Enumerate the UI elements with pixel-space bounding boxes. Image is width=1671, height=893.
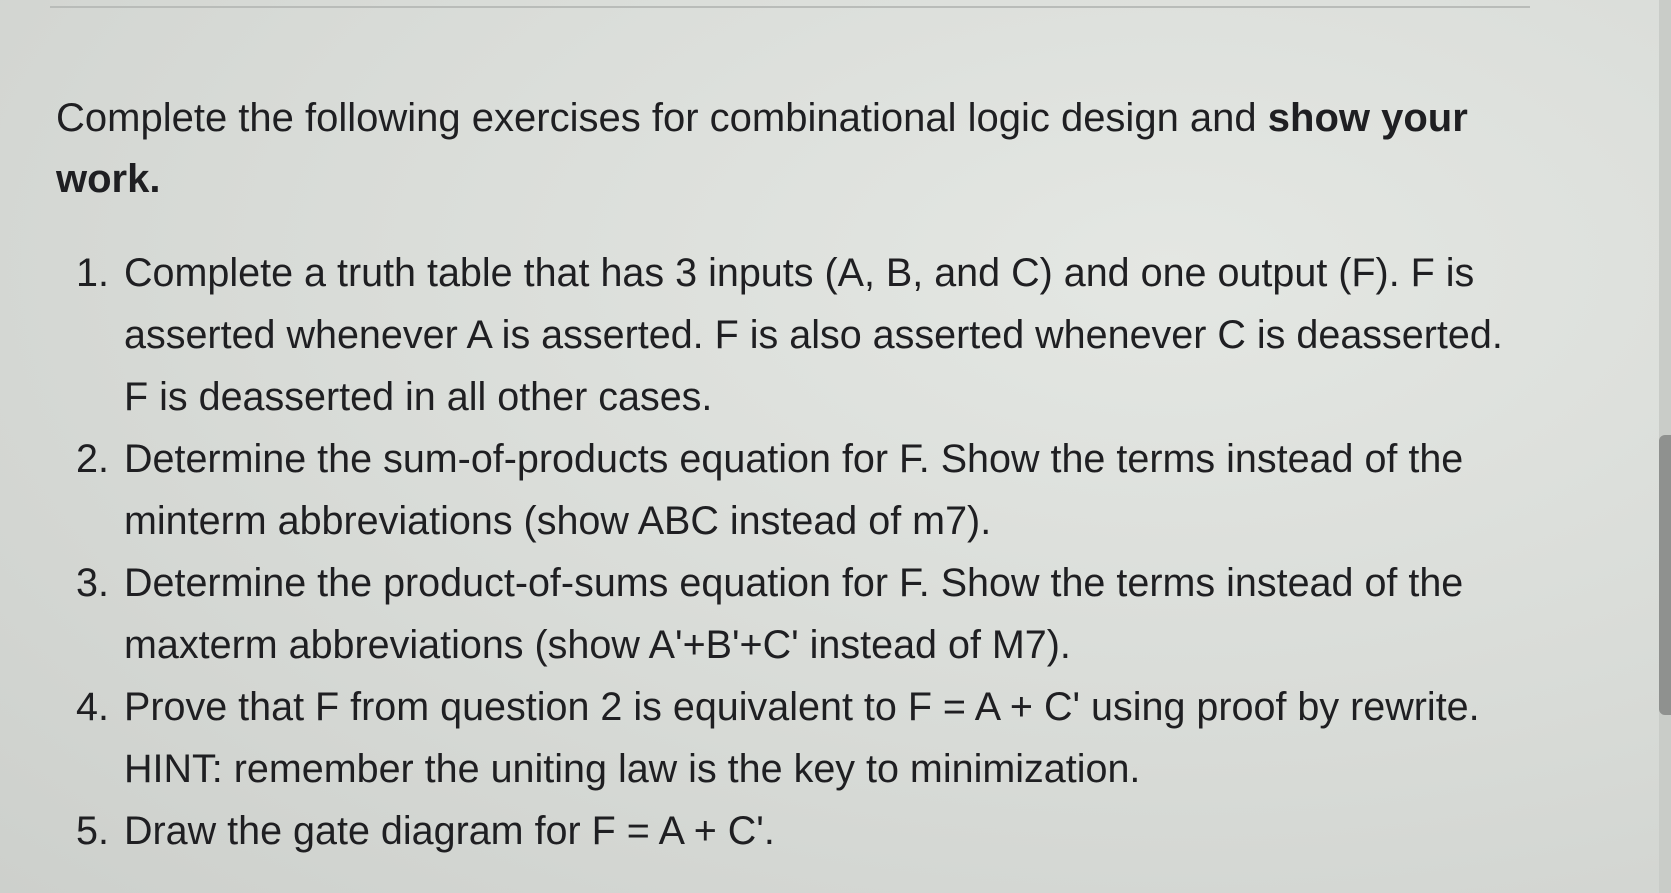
instructions-emphasis: show your work.: [56, 96, 1468, 201]
exercise-text: Determine the sum-of-products equation for F. Show the terms instead of the minterm abbreviations (show ABC instead of m7).: [124, 437, 1464, 543]
exercise-text: Complete a truth table that has 3 inputs (A, B, and C) and one output (F). F is asserted whenever A is asserted. F is also asserted whenever C is deasserted. F is deasserted in all other cases.: [124, 251, 1503, 419]
assignment-instructions: [56, 88, 1526, 210]
top-divider: [50, 6, 1530, 8]
exercise-number: 4.: [76, 685, 109, 729]
scrollbar-thumb[interactable]: [1659, 435, 1671, 715]
exercise-text: Determine the product-of-sums equation for F. Show the terms instead of the maxterm abbreviations (show A'+B'+C' instead of M7).: [124, 561, 1464, 667]
exercise-number: 3.: [76, 561, 109, 605]
assignment-content: [56, 88, 1526, 862]
exercise-number: 5.: [76, 809, 109, 853]
exercise-item-4: [56, 676, 1526, 800]
exercise-item-5: [56, 800, 1526, 862]
exercise-item-2: [56, 428, 1526, 552]
exercise-text: Prove that F from question 2 is equivalent to F = A + C' using proof by rewrite. HINT: remember the uniting law is the key to minimization.: [124, 685, 1480, 791]
instructions-text: Complete the following exercises for combinational logic design and: [56, 96, 1268, 140]
exercise-list: [56, 242, 1526, 862]
exercise-text: Draw the gate diagram for F = A + C'.: [124, 809, 775, 853]
exercise-number: 1.: [76, 251, 109, 295]
exercise-item-3: [56, 552, 1526, 676]
exercise-number: 2.: [76, 437, 109, 481]
exercise-item-1: [56, 242, 1526, 428]
